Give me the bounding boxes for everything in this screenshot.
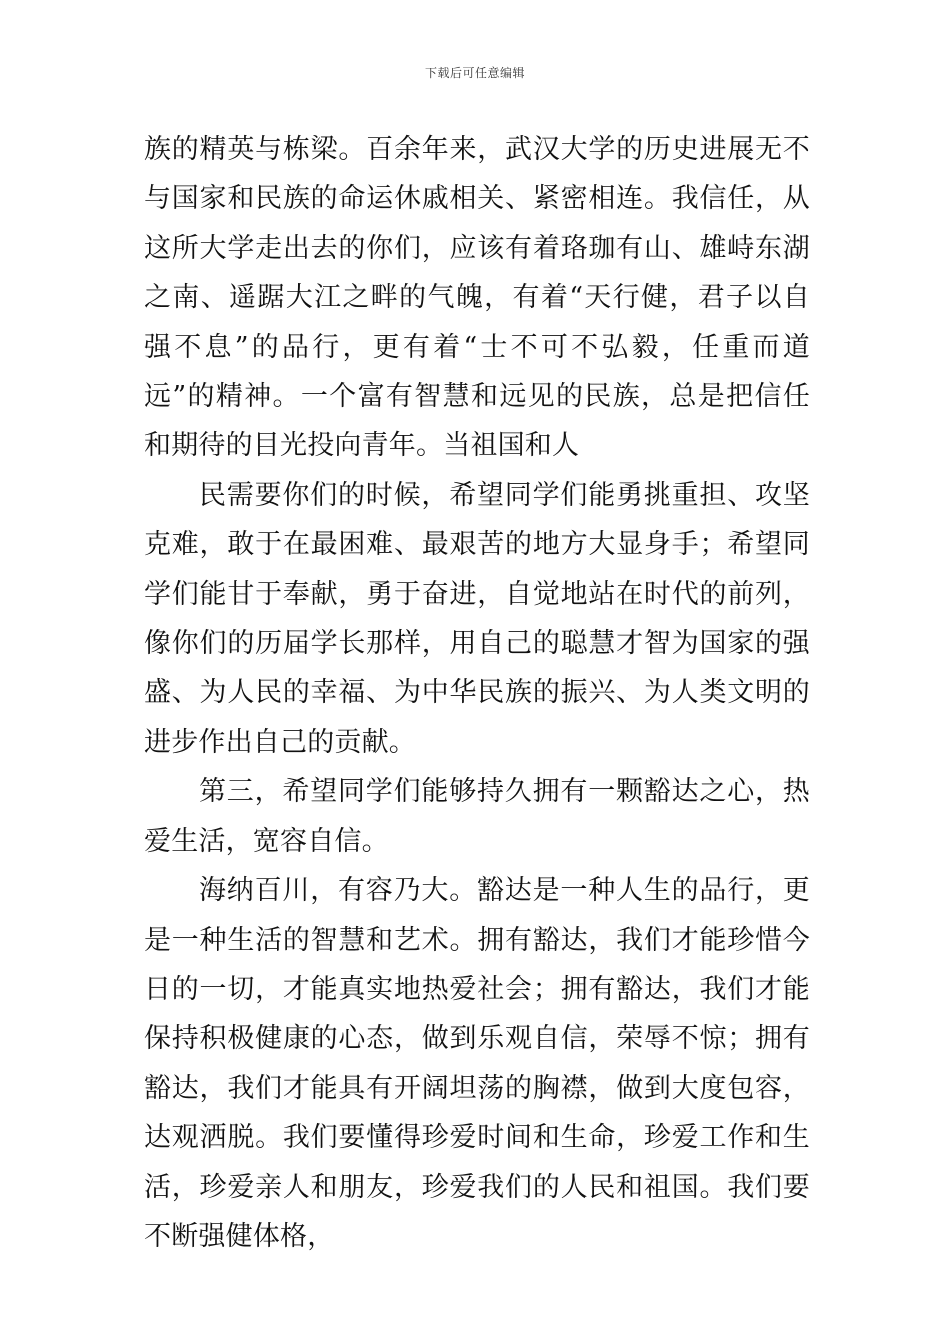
document-body	[144, 125, 810, 1261]
paragraph: 海纳百川，有容乃大。豁达是一种人生的品行，更是一种生活的智慧和艺术。拥有豁达，我们才能珍惜今日的一切，才能真实地热爱社会；拥有豁达，我们才能保持积极健康的心态，做到乐观自信，荣辱不惊；拥有豁达，我们才能具有开阔坦荡的胸襟，做到大度包容，达观洒脱。我们要懂得珍爱时间和生命，珍爱工作和生活，珍爱亲人和朋友，珍爱我们的人民和祖国。我们要不断强健体格，	[144, 875, 810, 1252]
paragraph: 族的精英与栋梁。百余年来，武汉大学的历史进展无不与国家和民族的命运休戚相关、紧密相连。我信任，从这所大学走出去的你们，应该有着珞珈有山、雄峙东湖之南、遥踞大江之畔的气魄，有着“天行健，君子以自强不息”的品行，更有着“士不可不弘毅，任重而道远”的精神。一个富有智慧和远见的民族，总是把信任和期待的目光投向青年。当祖国和人	[144, 134, 810, 462]
paragraph: 民需要你们的时候，希望同学们能勇挑重担、攻坚克难，敢于在最困难、最艰苦的地方大显身手；希望同学们能甘于奉献，勇于奋进，自觉地站在时代的前列，像你们的历届学长那样，用自己的聪慧才智为国家的强盛、为人民的幸福、为中华民族的振兴、为人类文明的进步作出自己的贡献。	[144, 479, 810, 758]
page-header: 下载后可任意编辑	[424, 66, 525, 80]
paragraph: 第三，希望同学们能够持久拥有一颗豁达之心，热爱生活，宽容自信。	[144, 776, 810, 857]
